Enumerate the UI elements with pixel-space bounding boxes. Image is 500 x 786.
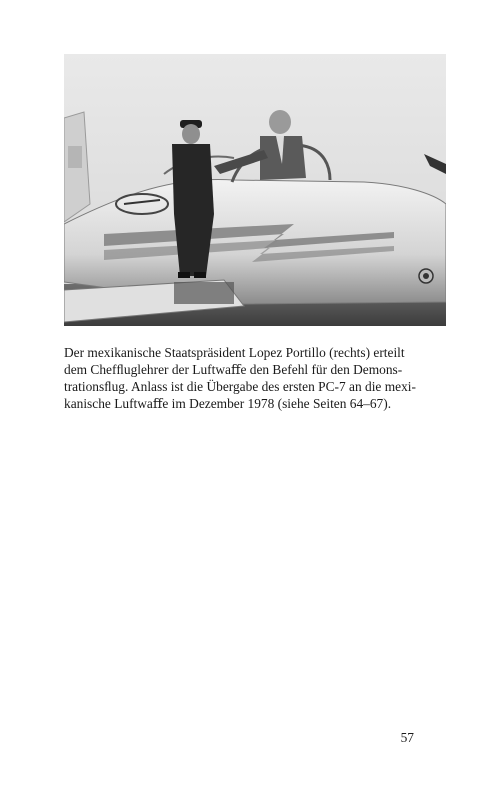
caption-line: Der mexikanische Staatspräsident Lopez Portillo (rechts) erteilt bbox=[64, 345, 405, 360]
photo-caption bbox=[64, 344, 448, 412]
photo-illustration bbox=[64, 54, 446, 326]
page-number: 57 bbox=[400, 730, 414, 745]
caption-line: dem Chefﬂuglehrer der Luftwaﬀe den Befehl für den Demons- bbox=[64, 362, 403, 377]
aircraft-photo bbox=[64, 54, 446, 326]
caption-line: kanische Luftwaﬀe im Dezember 1978 (siehe Seiten 64–67). bbox=[64, 396, 392, 411]
caption-line: trationsﬂug. Anlass ist die Übergabe des ersten PC-7 an die mexi- bbox=[64, 379, 416, 394]
